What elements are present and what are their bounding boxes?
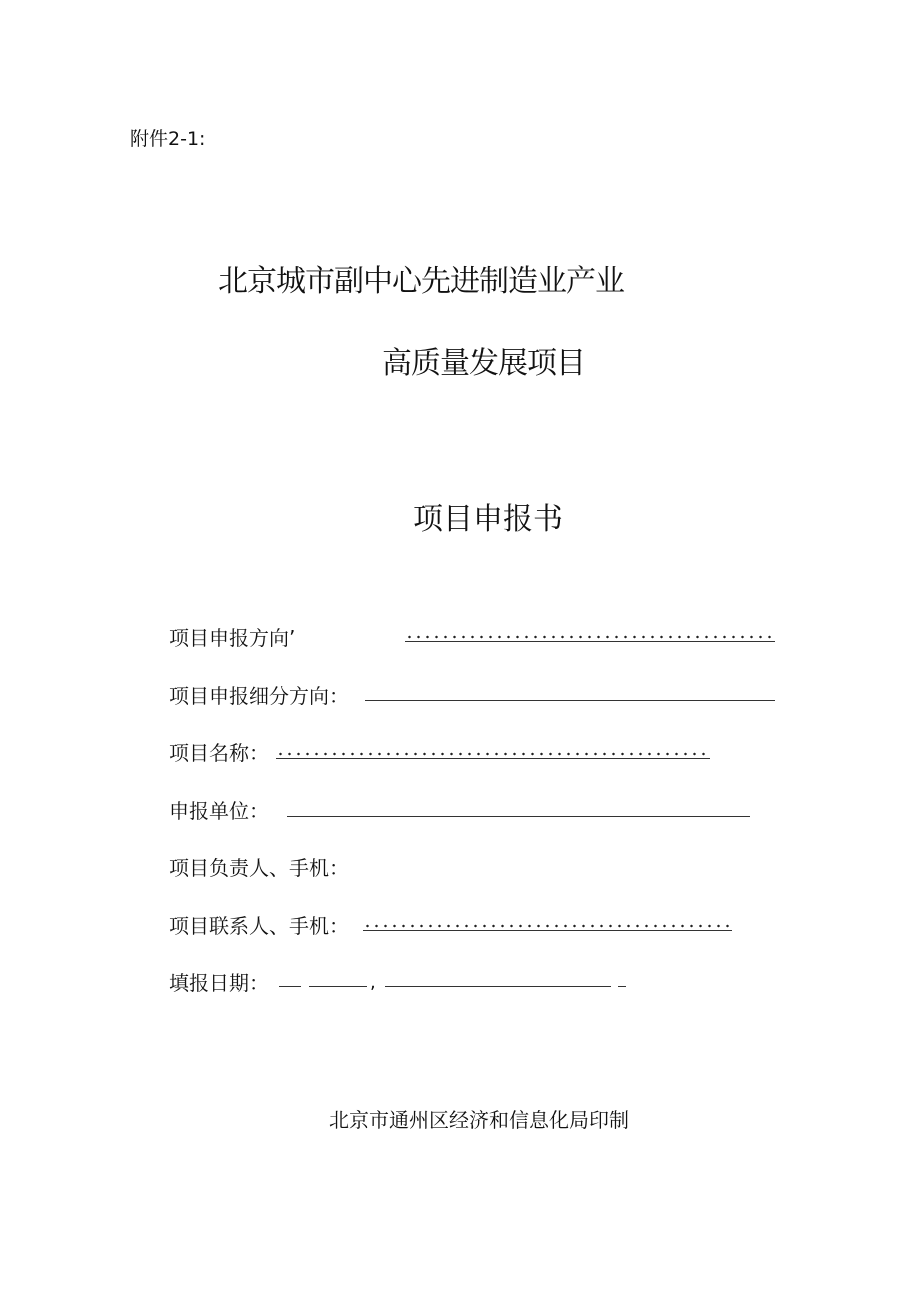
field-label-project-leader: 项目负责人、手机： bbox=[169, 856, 349, 880]
field-label-applicant-unit: 申报单位： bbox=[169, 799, 269, 823]
field-label-direction: 项目申报方向’ bbox=[169, 626, 296, 650]
field-label-project-contact: 项目联系人、手机： bbox=[169, 914, 349, 938]
field-blank-project-name[interactable] bbox=[276, 750, 710, 759]
field-label-sub-direction: 项目申报细分方向： bbox=[169, 684, 349, 708]
field-label-fill-date: 填报日期： bbox=[169, 971, 269, 995]
date-separator: , bbox=[370, 972, 376, 993]
field-blank-sub-direction[interactable] bbox=[365, 692, 775, 701]
title-line-1: 北京城市副中心先进制造业产业 bbox=[218, 264, 624, 299]
attachment-label: 附件2-1: bbox=[130, 128, 206, 150]
field-label-project-name: 项目名称： bbox=[169, 741, 269, 765]
date-blank-3[interactable] bbox=[385, 986, 611, 987]
footer-issuer: 北京市通州区经济和信息化局印制 bbox=[329, 1108, 629, 1132]
date-blank-1[interactable] bbox=[279, 986, 301, 987]
field-blank-project-contact[interactable] bbox=[363, 922, 732, 931]
title-line-2: 高质量发展项目 bbox=[382, 346, 585, 381]
date-blank-2[interactable] bbox=[309, 986, 367, 987]
document-type-heading: 项目申报书 bbox=[413, 502, 563, 537]
field-blank-applicant-unit[interactable] bbox=[287, 808, 750, 817]
date-blank-4[interactable] bbox=[618, 986, 626, 987]
field-blank-direction[interactable] bbox=[405, 633, 775, 642]
